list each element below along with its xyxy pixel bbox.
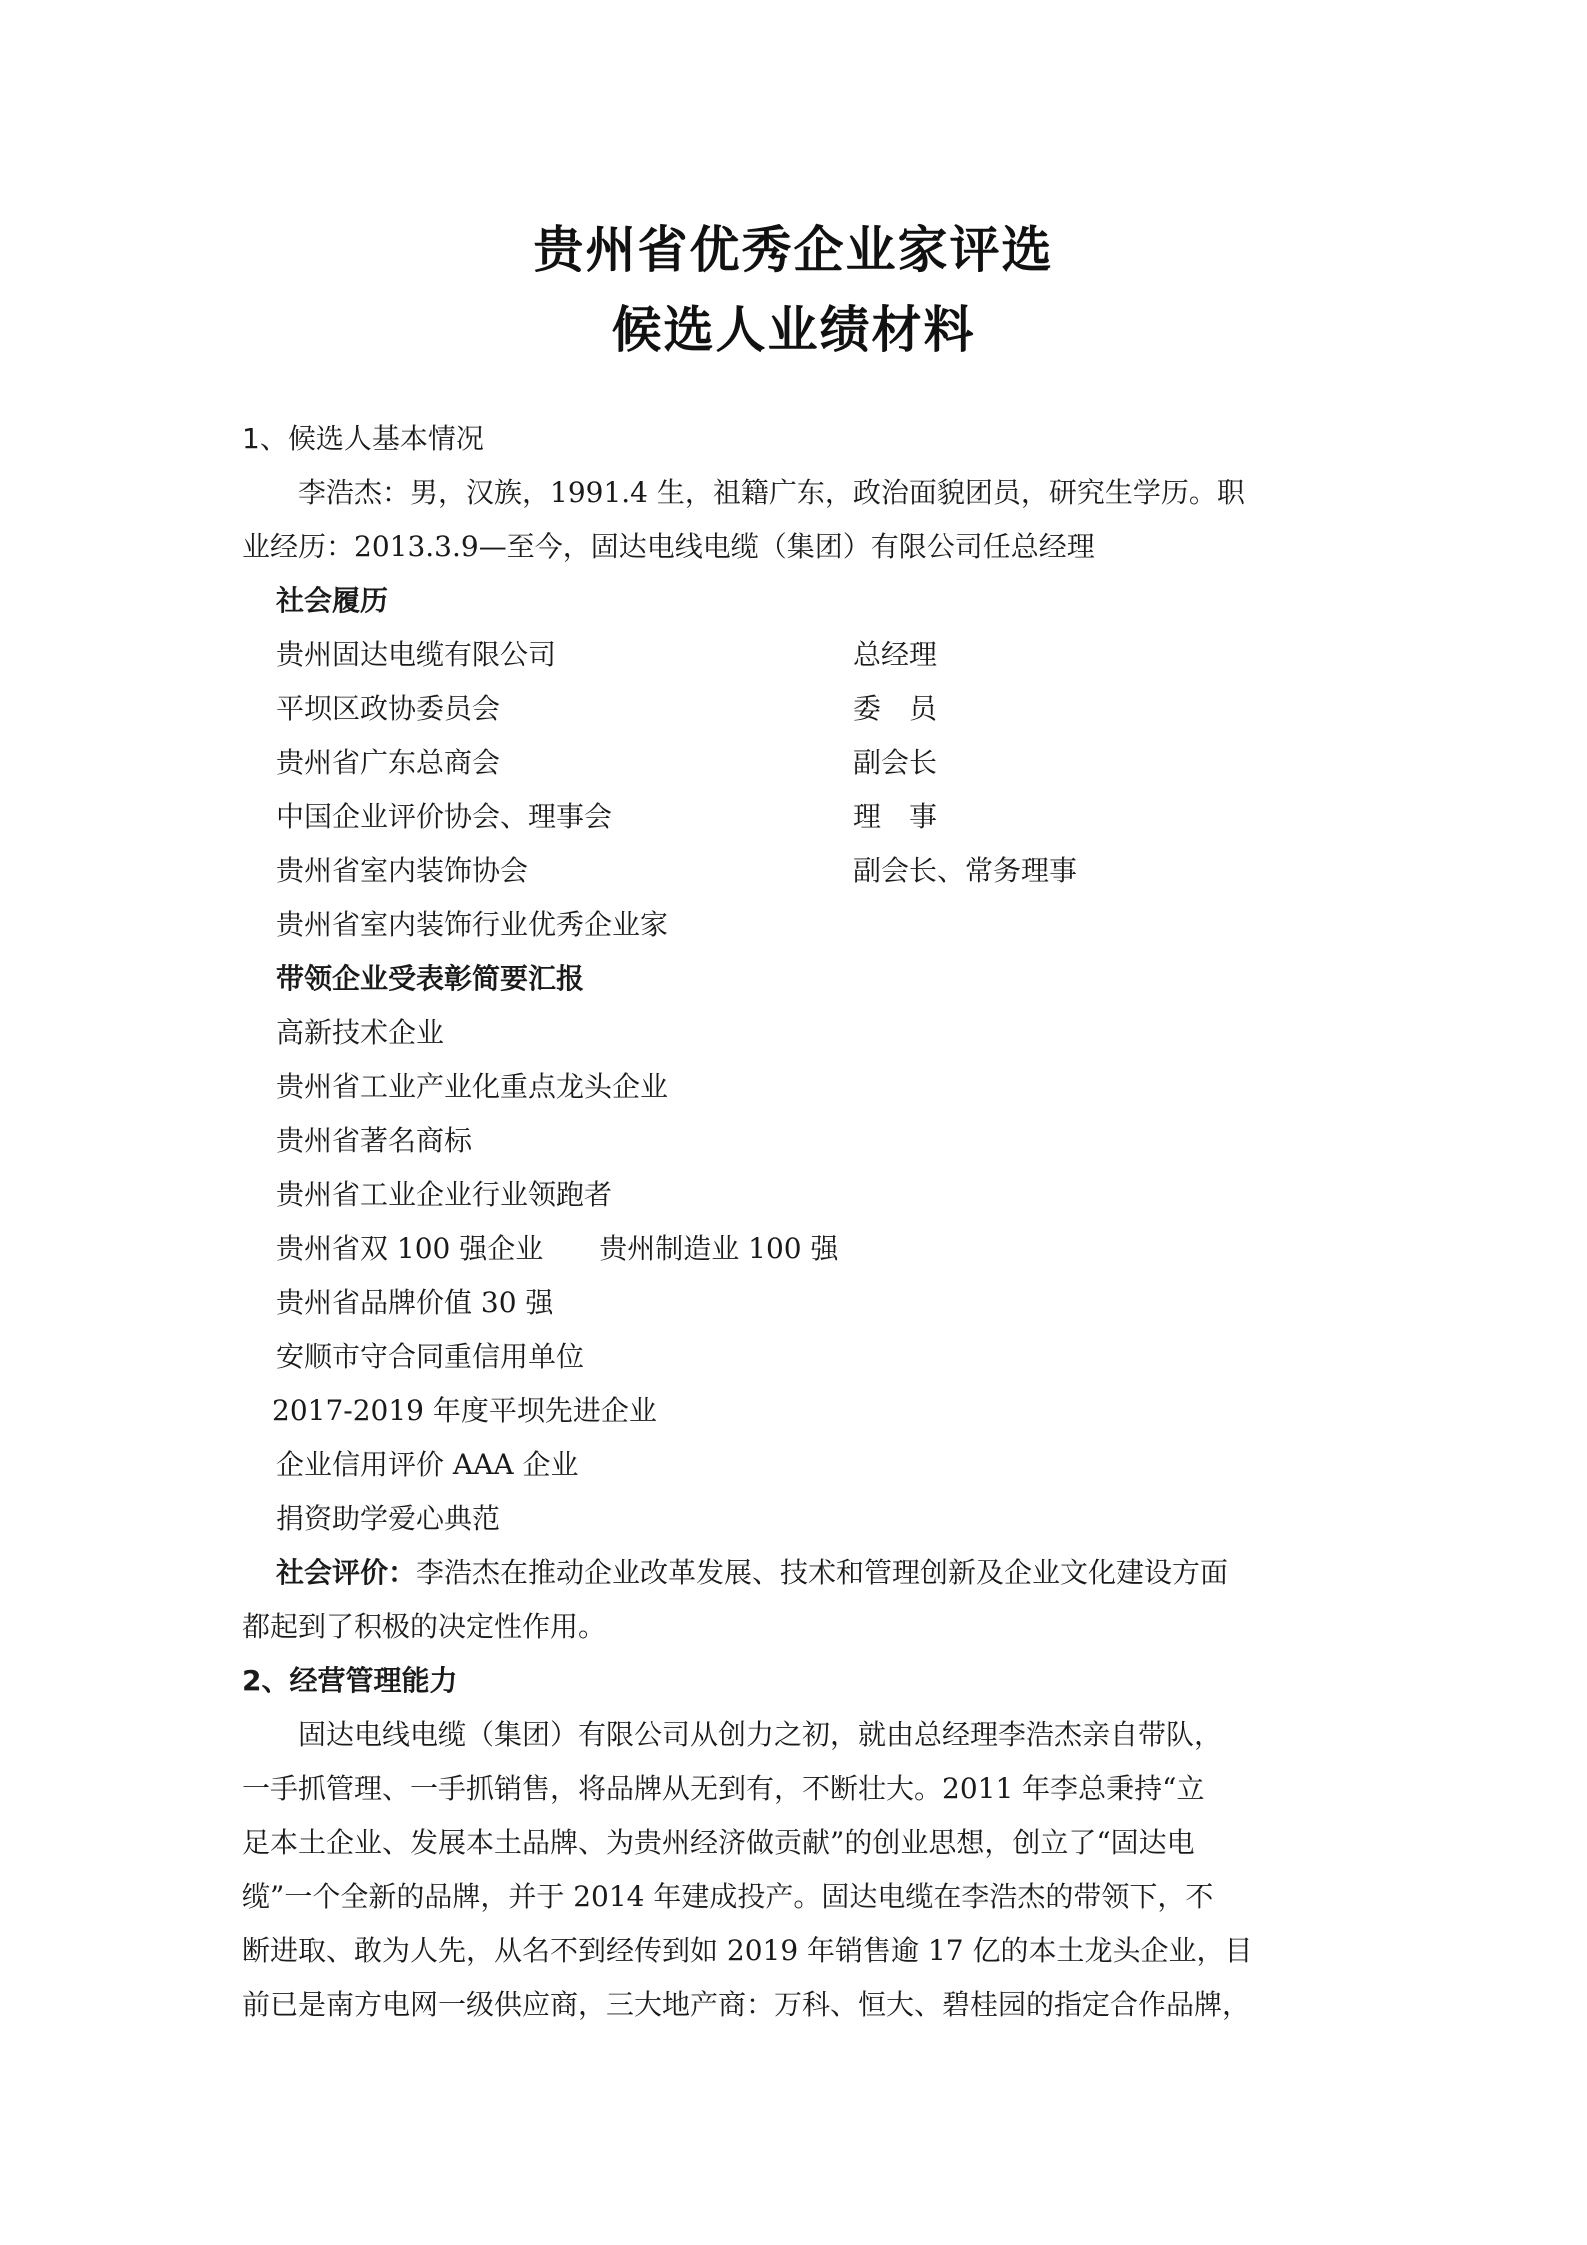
honor-item: 2017-2019 年度平坝先进企业 bbox=[272, 1394, 657, 1427]
honor-item: 贵州省著名商标 bbox=[276, 1124, 473, 1157]
resume-org: 平坝区政协委员会 bbox=[276, 692, 501, 725]
section2-heading: 2、经营管理能力 bbox=[242, 1664, 458, 1697]
resume-row bbox=[242, 844, 1352, 898]
honor-item: 贵州省双 100 强企业 贵州制造业 100 强 bbox=[276, 1232, 839, 1265]
honor-item: 捐资助学爱心典范 bbox=[276, 1502, 501, 1535]
resume-row bbox=[242, 790, 1352, 844]
resume-title: 理 事 bbox=[853, 800, 938, 833]
honor-item: 贵州省工业企业行业领跑者 bbox=[276, 1178, 613, 1211]
intro-line-1: 李浩杰：男，汉族，1991.4 生，祖籍广东，政治面貌团员，研究生学历。职 bbox=[298, 476, 1245, 509]
section2-line: 断进取、敢为人先，从名不到经传到如 2019 年销售逾 17 亿的本土龙头企业，目 bbox=[242, 1934, 1253, 1967]
intro-line-2: 业经历：2013.3.9—至今，固达电线电缆（集团）有限公司任总经理 bbox=[242, 530, 1095, 563]
section1-heading: 1、候选人基本情况 bbox=[242, 422, 484, 455]
resume-heading: 社会履历 bbox=[276, 584, 389, 617]
honor-item: 贵州省工业产业化重点龙头企业 bbox=[276, 1070, 669, 1103]
section2-line: 缆”一个全新的品牌，并于 2014 年建成投产。固达电缆在李浩杰的带领下，不 bbox=[242, 1880, 1214, 1913]
evaluation-label: 社会评价： bbox=[276, 1556, 417, 1589]
resume-org: 贵州固达电缆有限公司 bbox=[276, 638, 557, 671]
honors-heading: 带领企业受表彰简要汇报 bbox=[276, 962, 585, 995]
resume-title: 委 员 bbox=[853, 692, 938, 725]
section2-line: 固达电线电缆（集团）有限公司从创力之初，就由总经理李浩杰亲自带队， bbox=[298, 1718, 1223, 1751]
honor-item: 企业信用评价 AAA 企业 bbox=[276, 1448, 579, 1481]
honor-item: 贵州省品牌价值 30 强 bbox=[276, 1286, 554, 1319]
resume-org: 贵州省广东总商会 bbox=[276, 746, 501, 779]
section2-line: 足本土企业、发展本土品牌、为贵州经济做贡献”的创业思想，创立了“固达电 bbox=[242, 1826, 1195, 1859]
resume-row bbox=[242, 628, 1352, 682]
honor-item: 安顺市守合同重信用单位 bbox=[276, 1340, 585, 1373]
resume-title: 总经理 bbox=[853, 638, 938, 671]
section2-line: 前已是南方电网一级供应商，三大地产商：万科、恒大、碧桂园的指定合作品牌， bbox=[242, 1988, 1251, 2021]
resume-row bbox=[242, 736, 1352, 790]
resume-org: 贵州省室内装饰行业优秀企业家 bbox=[276, 908, 669, 941]
resume-row bbox=[242, 898, 1352, 952]
evaluation-line-2: 都起到了积极的决定性作用。 bbox=[242, 1610, 607, 1643]
resume-title: 副会长、常务理事 bbox=[853, 854, 1078, 887]
honor-item: 高新技术企业 bbox=[276, 1016, 445, 1049]
document-title: 贵州省优秀企业家评选 bbox=[533, 221, 1054, 279]
resume-org: 中国企业评价协会、理事会 bbox=[276, 800, 613, 833]
evaluation-text: 李浩杰在推动企业改革发展、技术和管理创新及企业文化建设方面 bbox=[416, 1556, 1229, 1589]
evaluation-line-1 bbox=[242, 1546, 1352, 1600]
resume-title: 副会长 bbox=[853, 746, 938, 779]
resume-row bbox=[242, 682, 1352, 736]
resume-org: 贵州省室内装饰协会 bbox=[276, 854, 529, 887]
section2-line: 一手抓管理、一手抓销售，将品牌从无到有，不断壮大。2011 年李总秉持“立 bbox=[242, 1772, 1205, 1805]
document-body bbox=[242, 412, 1352, 2032]
document-subtitle: 候选人业绩材料 bbox=[611, 301, 976, 359]
